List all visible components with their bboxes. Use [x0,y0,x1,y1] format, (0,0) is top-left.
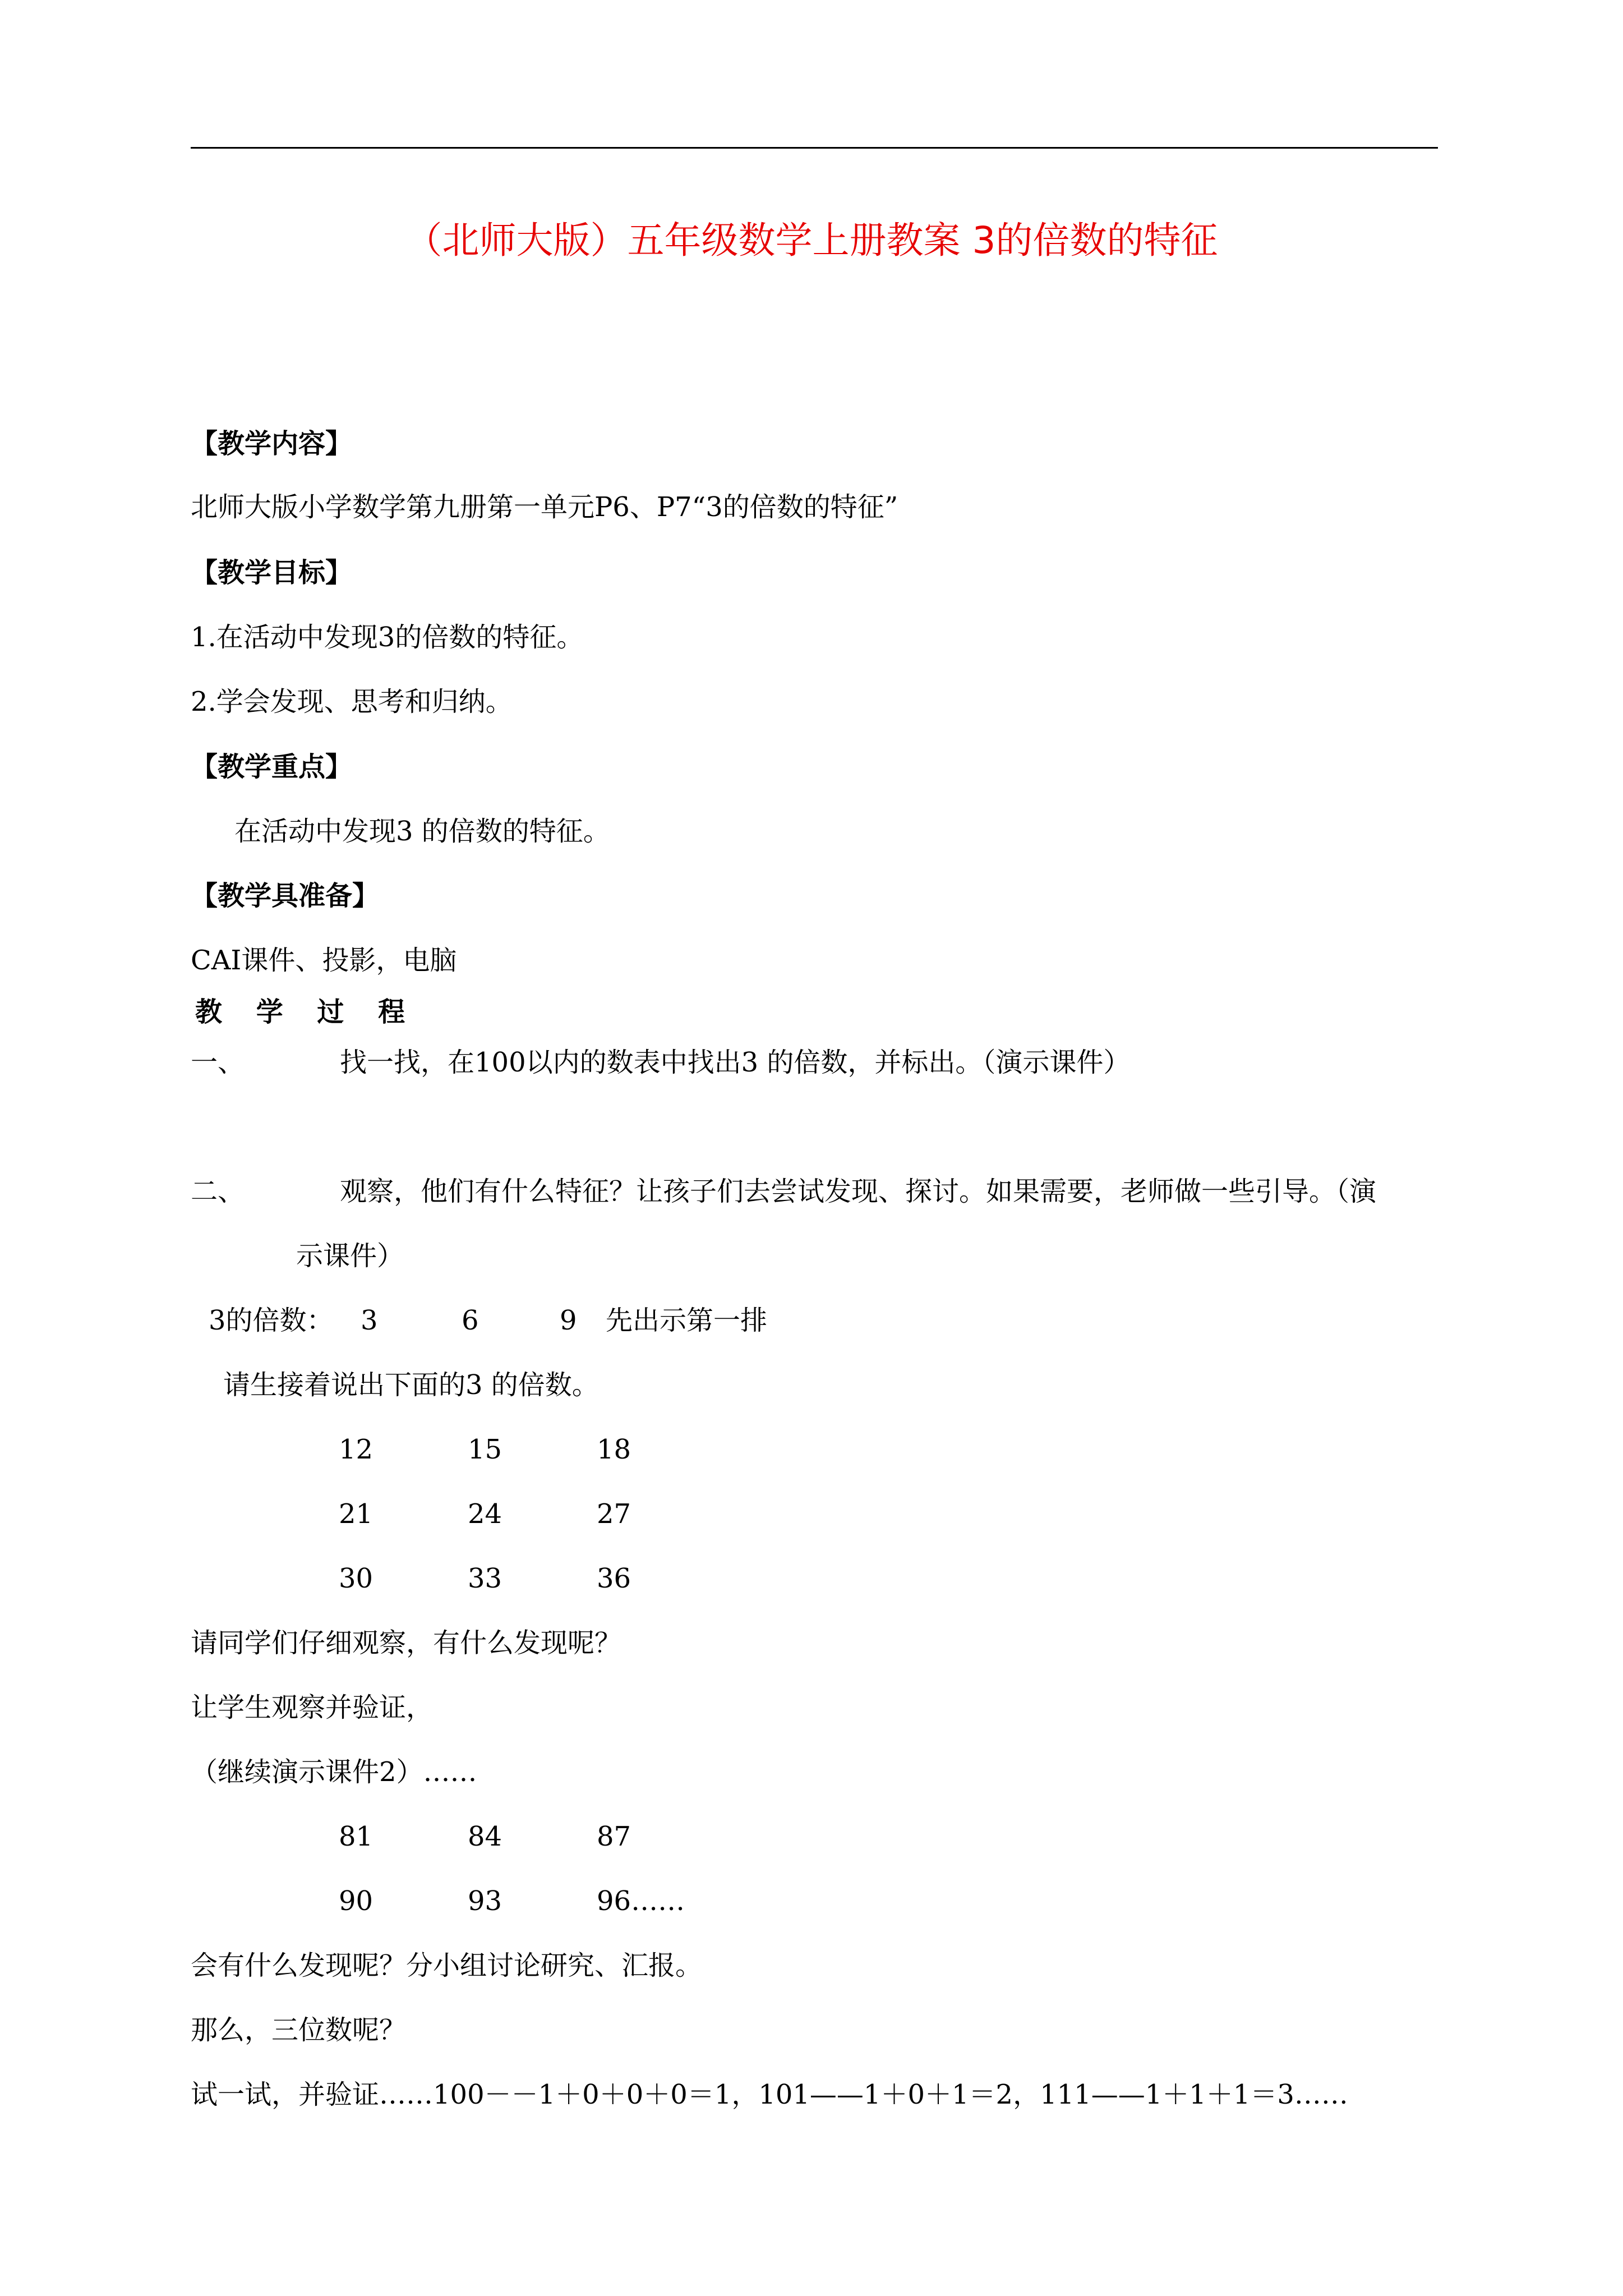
try-verify-text: 试一试，并验证……100－－1＋0＋0＋0＝1，101——1＋0＋1＝2，111——1＋1＋1＝3…… [191,2079,1348,2110]
document-title: （北师大版）五年级数学上册教案 3的倍数的特征 [405,219,1218,262]
step-1-number: 一、 [191,1047,245,1078]
grid-cell: 93 [468,1885,502,1917]
observe-question: 请同学们仔细观察，有什么发现呢？ [191,1627,622,1659]
continue-demo: （继续演示课件2）…… [191,1756,477,1788]
verify-text: 让学生观察并验证， [191,1692,434,1723]
goal-item-2: 2.学会发现、思考和归纳。 [191,686,513,717]
grid-cell: 30 [339,1563,374,1594]
key-heading: 【教学重点】 [191,751,353,783]
grid-cell: 12 [339,1434,374,1465]
header-rule [191,147,1438,149]
grid-cell: 36 [597,1563,631,1594]
grid-cell: 84 [468,1821,502,1852]
ask-continue: 请生接着说出下面的3 的倍数。 [223,1369,599,1401]
content-heading: 【教学内容】 [191,428,353,459]
goal-heading: 【教学目标】 [191,557,353,588]
grid-cell: 27 [597,1498,631,1530]
prep-text: CAI课件、投影，电脑 [191,945,457,976]
discuss-text: 会有什么发现呢？分小组讨论研究、汇报。 [191,1950,703,1981]
grid-cell: 33 [468,1563,502,1594]
three-digit-question: 那么，三位数呢？ [191,2014,407,2046]
first-row-note: 先出示第一排 [606,1305,768,1336]
step-2-text-continued: 示课件） [296,1240,404,1272]
grid-cell: 15 [468,1434,502,1465]
grid-cell: 24 [468,1498,502,1530]
first-row-value: 3 [361,1305,378,1336]
grid-cell: 81 [339,1821,374,1852]
multiples-label: 3的倍数： [209,1305,334,1336]
process-heading: 教 学 过 程 [195,996,418,1028]
key-text: 在活动中发现3 的倍数的特征。 [234,816,610,847]
step-2-text: 观察，他们有什么特征？让孩子们去尝试发现、探讨。如果需要，老师做一些引导。（演 [340,1176,1377,1207]
step-2-number: 二、 [191,1176,245,1207]
goal-item-1: 1.在活动中发现3的倍数的特征。 [191,622,584,653]
grid-cell: 21 [339,1498,374,1530]
grid-cell: 18 [597,1434,631,1465]
step-1-text: 找一找，在100以内的数表中找出3 的倍数，并标出。（演示课件） [340,1047,1131,1078]
first-row-value: 9 [560,1305,577,1336]
prep-heading: 【教学具准备】 [191,880,380,912]
grid-cell: 90 [339,1885,374,1917]
grid-cell: 87 [597,1821,631,1852]
first-row-value: 6 [462,1305,479,1336]
grid-cell: 96…… [597,1885,685,1917]
content-text: 北师大版小学数学第九册第一单元P6、P7“3的倍数的特征” [191,491,898,523]
